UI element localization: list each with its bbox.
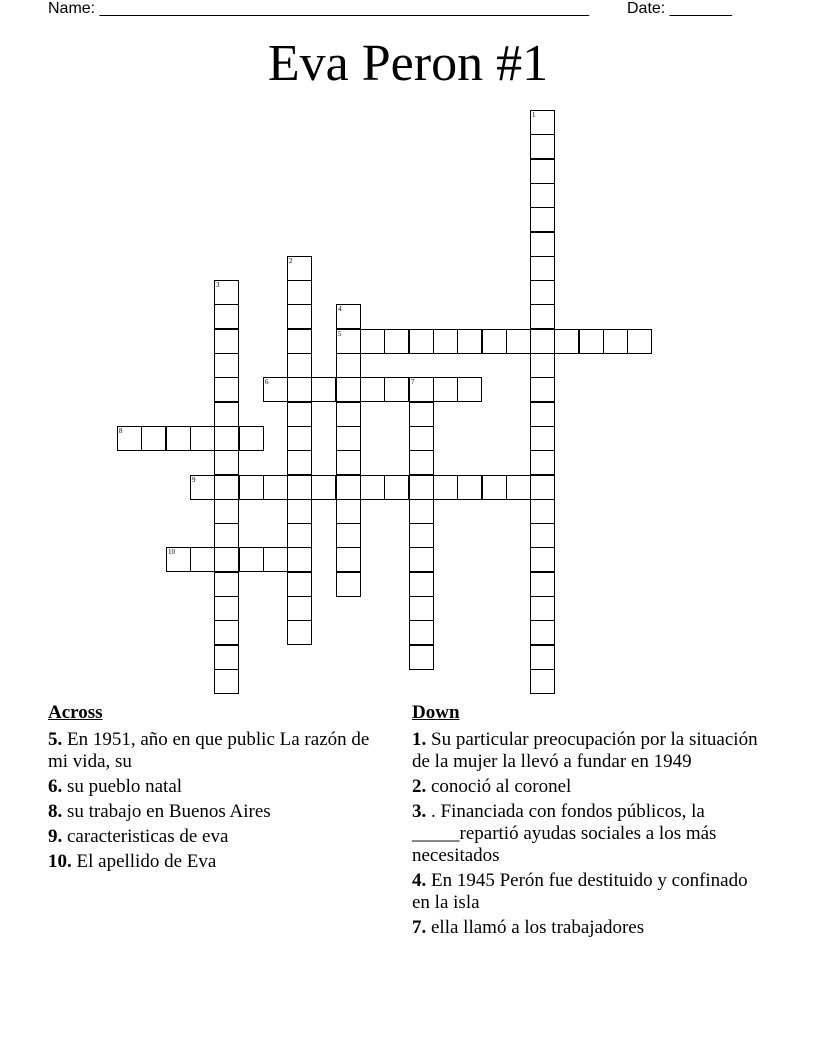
grid-cell[interactable]: [287, 596, 312, 621]
grid-cell[interactable]: [336, 377, 361, 402]
grid-cell[interactable]: [214, 547, 239, 572]
grid-cell[interactable]: [530, 377, 555, 402]
grid-cell[interactable]: [214, 402, 239, 427]
grid-cell[interactable]: [530, 596, 555, 621]
grid-cell[interactable]: [336, 353, 361, 378]
grid-cell[interactable]: [141, 426, 166, 451]
down-clue: [412, 729, 762, 773]
grid-cell[interactable]: [457, 475, 482, 500]
grid-cell[interactable]: [190, 475, 215, 500]
grid-cell[interactable]: [190, 547, 215, 572]
grid-cell[interactable]: [336, 499, 361, 524]
grid-cell[interactable]: [214, 645, 239, 670]
clue-text: En 1945 Perón fue destituido y confinado en la isla: [412, 870, 748, 913]
clue-number: 1.: [412, 729, 427, 750]
grid-cell[interactable]: [457, 377, 482, 402]
grid-cell[interactable]: [603, 329, 628, 354]
grid-cell[interactable]: [287, 475, 312, 500]
down-clue-list: [412, 729, 762, 939]
down-clue: [412, 917, 762, 939]
grid-cell[interactable]: [360, 377, 385, 402]
grid-cell[interactable]: [287, 572, 312, 597]
cell-number: 8: [119, 427, 123, 435]
grid-cell[interactable]: [190, 426, 215, 451]
clue-text: caracteristicas de eva: [67, 826, 229, 847]
grid-cell[interactable]: [214, 669, 239, 694]
clue-number: 10.: [48, 851, 72, 872]
grid-cell[interactable]: [263, 377, 288, 402]
across-clue: [48, 776, 378, 798]
clue-number: 6.: [48, 776, 63, 797]
cell-number: 9: [192, 476, 196, 484]
across-clue-list: [48, 729, 378, 873]
grid-cell[interactable]: [239, 475, 264, 500]
clue-number: 8.: [48, 801, 63, 822]
grid-cell[interactable]: [166, 426, 191, 451]
grid-cell[interactable]: [530, 134, 555, 159]
grid-cell[interactable]: [530, 572, 555, 597]
grid-cell[interactable]: [409, 499, 434, 524]
grid-cell[interactable]: [239, 547, 264, 572]
grid-cell[interactable]: [530, 475, 555, 500]
cell-number: 3: [216, 281, 220, 289]
grid-cell[interactable]: [287, 620, 312, 645]
grid-cell[interactable]: [409, 377, 434, 402]
grid-cell[interactable]: [530, 207, 555, 232]
grid-cell[interactable]: [409, 620, 434, 645]
grid-cell[interactable]: [287, 499, 312, 524]
grid-cell[interactable]: [530, 353, 555, 378]
grid-cell[interactable]: [214, 596, 239, 621]
grid-cell[interactable]: [311, 377, 336, 402]
grid-cell[interactable]: [579, 329, 604, 354]
grid-cell[interactable]: [336, 450, 361, 475]
grid-cell[interactable]: [554, 329, 579, 354]
across-clues: [48, 702, 378, 876]
grid-cell[interactable]: [214, 329, 239, 354]
grid-cell[interactable]: [506, 475, 531, 500]
name-field-label: Name: _______________________________________________________: [48, 0, 589, 17]
across-clue: [48, 729, 378, 773]
clue-text: . Financiada con fondos públicos, la _____repartió ayudas sociales a los más necesitados: [412, 801, 717, 866]
grid-cell[interactable]: [214, 353, 239, 378]
cell-number: 5: [338, 330, 342, 338]
down-clue: [412, 776, 762, 798]
grid-cell[interactable]: [214, 523, 239, 548]
grid-cell[interactable]: [336, 547, 361, 572]
puzzle-title: Eva Peron #1: [267, 35, 549, 92]
grid-cell[interactable]: [239, 426, 264, 451]
grid-cell[interactable]: [409, 450, 434, 475]
clue-text: Su particular preocupación por la situación de la mujer la llevó a fundar en 1949: [412, 729, 758, 772]
grid-cell[interactable]: [214, 499, 239, 524]
grid-cell[interactable]: [530, 183, 555, 208]
grid-cell[interactable]: [117, 426, 142, 451]
clue-number: 7.: [412, 917, 427, 938]
clue-text: ella llamó a los trabajadores: [431, 917, 645, 938]
cell-number: 2: [289, 257, 293, 265]
cell-number: 4: [338, 305, 342, 313]
clue-text: En 1951, año en que public La razón de mi vida, su: [48, 729, 370, 772]
grid-cell[interactable]: [530, 620, 555, 645]
grid-cell[interactable]: [287, 353, 312, 378]
clue-text: su pueblo natal: [67, 776, 183, 797]
grid-cell[interactable]: [530, 645, 555, 670]
grid-cell[interactable]: [627, 329, 652, 354]
across-heading: Across: [48, 702, 103, 723]
grid-cell[interactable]: [457, 329, 482, 354]
grid-cell[interactable]: [530, 450, 555, 475]
grid-cell[interactable]: [409, 596, 434, 621]
grid-cell[interactable]: [384, 377, 409, 402]
clue-number: 5.: [48, 729, 63, 750]
clue-number: 3.: [412, 801, 427, 822]
grid-cell[interactable]: [336, 572, 361, 597]
grid-cell[interactable]: [530, 499, 555, 524]
grid-cell[interactable]: [214, 426, 239, 451]
clue-text: conoció al coronel: [431, 776, 572, 797]
clue-text: El apellido de Eva: [76, 851, 217, 872]
grid-cell[interactable]: [409, 402, 434, 427]
grid-cell[interactable]: [433, 377, 458, 402]
down-clues: [412, 702, 762, 942]
grid-cell[interactable]: [530, 426, 555, 451]
grid-cell[interactable]: [287, 304, 312, 329]
grid-cell[interactable]: [214, 572, 239, 597]
grid-cell[interactable]: [409, 426, 434, 451]
grid-cell[interactable]: [336, 329, 361, 354]
grid-cell[interactable]: [433, 329, 458, 354]
grid-cell[interactable]: [530, 232, 555, 257]
grid-cell[interactable]: [287, 329, 312, 354]
grid-cell[interactable]: [287, 280, 312, 305]
down-clue: [412, 801, 762, 867]
across-clue: [48, 801, 378, 823]
grid-cell[interactable]: [263, 547, 288, 572]
grid-cell[interactable]: [214, 450, 239, 475]
across-clue: [48, 851, 378, 873]
grid-cell[interactable]: [214, 475, 239, 500]
cell-number: 7: [411, 378, 415, 386]
across-clue: [48, 826, 378, 848]
grid-cell[interactable]: [287, 523, 312, 548]
grid-cell[interactable]: [530, 110, 555, 135]
grid-cell[interactable]: [336, 475, 361, 500]
grid-cell[interactable]: [287, 256, 312, 281]
cell-number: 10: [168, 548, 175, 556]
grid-cell[interactable]: [336, 304, 361, 329]
grid-cell[interactable]: [530, 523, 555, 548]
date-field-label: Date: _______: [627, 0, 732, 17]
clue-number: 4.: [412, 870, 427, 891]
grid-cell[interactable]: [530, 402, 555, 427]
grid-cell[interactable]: [311, 475, 336, 500]
grid-cell[interactable]: [530, 304, 555, 329]
grid-cell[interactable]: [530, 669, 555, 694]
grid-cell[interactable]: [433, 475, 458, 500]
grid-cell[interactable]: [214, 620, 239, 645]
grid-cell[interactable]: [336, 523, 361, 548]
grid-cell[interactable]: [336, 402, 361, 427]
grid-cell[interactable]: [214, 377, 239, 402]
grid-cell[interactable]: [409, 572, 434, 597]
cell-number: 6: [265, 378, 269, 386]
cell-number: 1: [532, 111, 536, 119]
grid-cell[interactable]: [384, 329, 409, 354]
grid-cell[interactable]: [409, 523, 434, 548]
grid-cell[interactable]: [360, 475, 385, 500]
grid-cell[interactable]: [214, 304, 239, 329]
grid-cell[interactable]: [336, 426, 361, 451]
clue-text: su trabajo en Buenos Aires: [67, 801, 271, 822]
grid-cell[interactable]: [506, 329, 531, 354]
down-clue: [412, 870, 762, 914]
grid-cell[interactable]: [360, 329, 385, 354]
grid-cell[interactable]: [530, 547, 555, 572]
grid-cell[interactable]: [409, 329, 434, 354]
grid-cell[interactable]: [482, 329, 507, 354]
down-heading: Down: [412, 702, 460, 723]
grid-cell[interactable]: [287, 402, 312, 427]
grid-cell[interactable]: [530, 159, 555, 184]
grid-cell[interactable]: [409, 475, 434, 500]
grid-cell[interactable]: [409, 645, 434, 670]
grid-cell[interactable]: [530, 329, 555, 354]
grid-cell[interactable]: [166, 547, 191, 572]
clue-number: 9.: [48, 826, 63, 847]
grid-cell[interactable]: [263, 475, 288, 500]
grid-cell[interactable]: [214, 280, 239, 305]
grid-cell[interactable]: [530, 280, 555, 305]
grid-cell[interactable]: [287, 450, 312, 475]
grid-cell[interactable]: [530, 256, 555, 281]
grid-cell[interactable]: [409, 547, 434, 572]
grid-cell[interactable]: [482, 475, 507, 500]
grid-cell[interactable]: [287, 547, 312, 572]
grid-cell[interactable]: [287, 426, 312, 451]
grid-cell[interactable]: [287, 377, 312, 402]
grid-cell[interactable]: [384, 475, 409, 500]
clue-number: 2.: [412, 776, 427, 797]
